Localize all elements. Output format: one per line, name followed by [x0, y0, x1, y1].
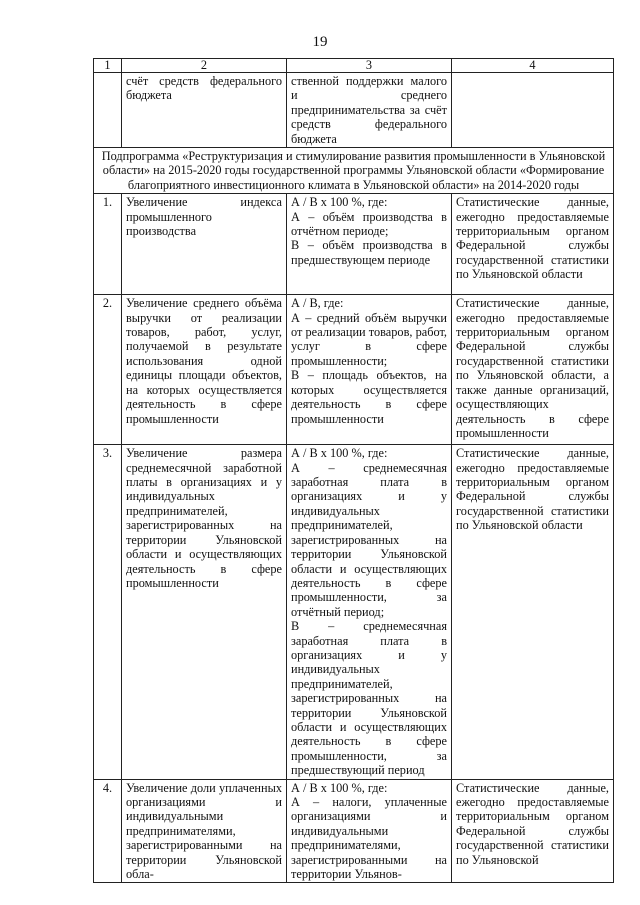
formula-line: А / В х 100 %, где: А – объём производства в отчётном периоде; В – объём производства в предшествующем периоде — [291, 195, 447, 267]
header-col-4: 4 — [452, 59, 614, 73]
row-number: 1. — [94, 194, 122, 295]
row-number: 3. — [94, 445, 122, 779]
continuation-formula: ственной поддержки малого и среднего предпринимательства за счёт средств федерального бюджета — [287, 73, 452, 148]
table-row — [94, 194, 614, 295]
subprogram-row — [94, 148, 614, 194]
row-indicator: Увеличение индекса промышленного производства — [122, 194, 287, 295]
row-number: 2. — [94, 295, 122, 445]
formula-line: А / В, где: А – средний объём выручки от реализации товаров, работ, услуг в сфере промышленности; В – площадь объектов, на которых осуществляется деятельность в сфере промышленности — [291, 296, 447, 426]
header-col-1: 1 — [94, 59, 122, 73]
row-formula — [287, 779, 452, 883]
continuation-indicator: счёт средств федерального бюджета — [122, 73, 287, 148]
row-source: Статистические данные, ежегодно предоставляемые территориальным органом Федеральной службы государственной статистики по Ульяновской области — [452, 445, 614, 779]
row-indicator: Увеличение размера среднемесячной заработной платы в организациях и у индивидуальных предпринимателей, зарегистрированных на территории Ульяновской области и осуществляющих деятельность в сфере промышленности — [122, 445, 287, 779]
table-header-row — [94, 59, 614, 73]
row-indicator: Увеличение доли уплаченных организациями и индивидуальными предпринимателями, зарегистрированными на территории Ульяновской обла- — [122, 779, 287, 883]
indicators-table — [93, 58, 614, 883]
continuation-row — [94, 73, 614, 148]
formula-line: А / В х 100 %, где: А – налоги, уплаченные организациями и индивидуальными предпринимателями, зарегистрированными на территории Ульянов- — [291, 780, 447, 882]
row-indicator: Увеличение среднего объёма выручки от реализации товаров, работ, услуг, получаемой в результате использования одной единицы площади объектов, на которых осуществляется деятельность в сфере промышленности — [122, 295, 287, 445]
header-col-3: 3 — [287, 59, 452, 73]
row-source: Статистические данные, ежегодно предоставляемые территориальным органом Федеральной службы государственной статистики по Ульяновской области, а также данные организаций, осуществляющих деятельность в сфере промышленности — [452, 295, 614, 445]
continuation-num — [94, 73, 122, 148]
formula-line: А / В х 100 %, где: А – среднемесячная заработная плата в организациях и у индивидуальных предпринимателей, зарегистрированных на территории Ульяновской области и осуществляющих деятельность в сфере промышленности, за отчётный период; В – среднемесячная заработная плата в организациях и у индивидуальных предпринимателей, зарегистрированных на территории Ульяновской области и осуществляющих деятельность в сфере промышленности, за предшествующий период — [291, 446, 447, 778]
row-formula — [287, 445, 452, 779]
table-row — [94, 445, 614, 779]
row-source: Статистические данные, ежегодно предоставляемые территориальным органом Федеральной службы государственной статистики по Ульяновской области — [452, 194, 614, 295]
header-col-2: 2 — [122, 59, 287, 73]
row-formula — [287, 295, 452, 445]
page-number: 19 — [312, 34, 328, 50]
table-row — [94, 295, 614, 445]
row-formula — [287, 194, 452, 295]
subprogram-title: Подпрограмма «Реструктуризация и стимулирование развития промышленности в Ульяновской области» на 2015-2020 годы государственной программы Ульяновской области «Формирование благоприятного инвестиционного климата в Ульяновской области» на 2014-2020 годы — [94, 148, 614, 194]
table-row — [94, 779, 614, 883]
row-number: 4. — [94, 779, 122, 883]
row-source: Статистические данные, ежегодно предоставляемые территориальным органом Федеральной службы государственной статистики по Ульяновской — [452, 779, 614, 883]
continuation-source — [452, 73, 614, 148]
